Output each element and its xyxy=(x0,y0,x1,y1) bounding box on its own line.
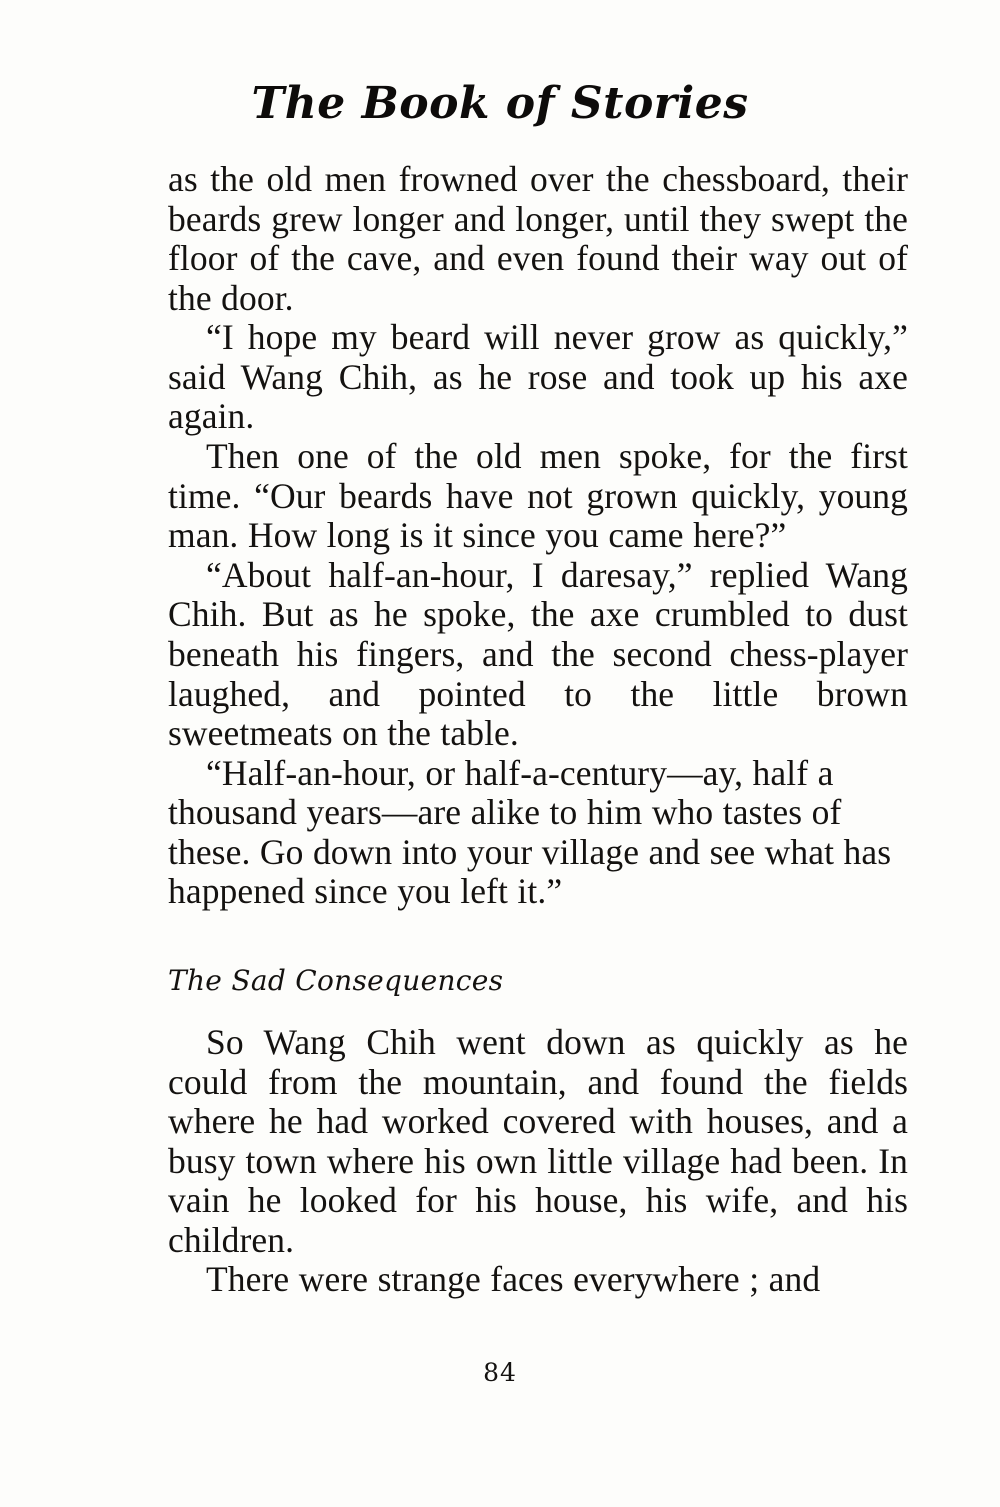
paragraph: So Wang Chih went down as quickly as he could from the mountain, and found the fields where he had worked covered with houses, and a busy town where his own little village had been. In vain he looked for his house, his wife, and his children. xyxy=(168,1021,908,1260)
paragraph: Then one of the old men spoke, for the first time. “Our beards have not grown quickly, young man. How long is it since you came here?” xyxy=(168,436,908,556)
paragraph: “Half-an-hour, or half-a-century—ay, half a thousand years—are alike to him who tastes of these. Go down into your village and see what has happened since you left it.” xyxy=(168,752,892,912)
paragraph: “I hope my beard will never grow as quickly,” said Wang Chih, as he rose and took up his axe again. xyxy=(168,317,908,437)
section-heading: The Sad Consequences xyxy=(168,963,504,997)
paragraph: “About half-an-hour, I daresay,” replied Wang Chih. But as he spoke, the axe crumbled to dust beneath his fingers, and the second chess-player laughed, and pointed to the little brown sweetmeats on the table. xyxy=(168,554,908,754)
running-head-title: The Book of Stories xyxy=(251,78,749,129)
section-spacer xyxy=(168,997,908,1023)
paragraph: as the old men frowned over the chessboard, their beards grew longer and longer, until they swept the floor of the cave, and even found their way out of the door. xyxy=(168,159,908,318)
page-body-text xyxy=(168,160,908,1300)
paragraph: There were strange faces everywhere ; and xyxy=(206,1259,821,1300)
section-spacer xyxy=(168,912,908,964)
page-number: 84 xyxy=(483,1358,517,1387)
